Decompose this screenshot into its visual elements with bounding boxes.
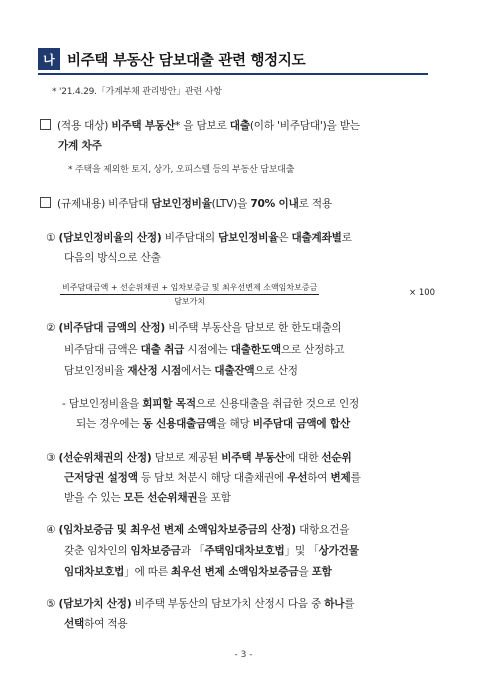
regulation-line: (규제내용) 비주담대 담보인정비율(LTV)을 70% 이내로 적용 bbox=[40, 194, 332, 214]
header-underline bbox=[38, 73, 428, 75]
item-4-line-2: 갖춘 임차인의 임차보증금과 「주택임대차보호법」및 「상가건물 bbox=[64, 545, 359, 557]
page-number: - 3 - bbox=[234, 650, 253, 660]
context-note: * '21.4.29.「가계부채 관리방안」관련 사항 bbox=[52, 87, 222, 97]
section-badge: 나 bbox=[38, 48, 60, 70]
item-5-line-2: 선택하여 적용 bbox=[64, 618, 128, 630]
item-5-line-1: ⑤ (담보가치 산정) 비주택 부동산의 담보가치 산정시 다음 중 하나를 bbox=[46, 598, 355, 610]
checkbox-icon bbox=[40, 119, 51, 130]
checkbox-icon bbox=[40, 197, 51, 208]
item-2-line-2: 비주담대 금액은 대출 취급 시점에는 대출한도액으로 산정하고 bbox=[64, 344, 345, 356]
item-1-line-2: 다음의 방식으로 산출 bbox=[64, 252, 161, 264]
section-title: 비주택 부동산 담보대출 관련 행정지도 bbox=[67, 52, 306, 69]
dash-line-2: 되는 경우에는 동 신용대출금액을 해당 비주담대 금액에 합산 bbox=[76, 418, 350, 430]
item-3-line-3: 받을 수 있는 모든 선순위채권을 포함 bbox=[64, 492, 231, 504]
formula-multiplier: × 100 bbox=[409, 288, 436, 298]
section-header bbox=[38, 48, 305, 70]
applicability-line-2: 가계 차주 bbox=[58, 140, 102, 152]
ltv-formula bbox=[60, 282, 319, 307]
item-3-line-2: 근저당권 설정액 등 담보 처분시 해당 대출채권에 우선하여 변제를 bbox=[64, 472, 361, 484]
item-3-line-1: ③ (선순위채권의 산정) 담보로 제공된 비주택 부동산에 대한 선순위 bbox=[46, 452, 352, 464]
item-2-line-1: ② (비주담대 금액의 산정) 비주택 부동산을 담보로 한 한도대출의 bbox=[46, 322, 342, 334]
item-4-line-3: 임대차보호법」에 따른 최우선 변제 소액임차보증금을 포함 bbox=[64, 566, 332, 578]
applicability-footnote: * 주택을 제외한 토지, 상가, 오피스텔 등의 부동산 담보대출 bbox=[68, 165, 295, 175]
formula-denominator: 담보가치 bbox=[174, 297, 206, 306]
formula-numerator: 비주담대금액 + 선순위채권 + 임차보증금 및 최우선변제 소액임차보증금 bbox=[60, 282, 319, 295]
item-1-line-1: ① (담보인정비율의 산정) 비주담대의 담보인정비율은 대출계좌별로 bbox=[46, 232, 352, 244]
dash-line-1: - 담보인정비율을 회피할 목적으로 신용대출을 취급한 것으로 인정 bbox=[62, 398, 360, 410]
item-4-line-1: ④ (임차보증금 및 최우선 변제 소액임차보증금의 산정) 대항요건을 bbox=[46, 524, 350, 536]
applicability-line: (적용 대상) 비주택 부동산* 을 담보로 대출(이하 '비주담대')을 받는 bbox=[40, 116, 360, 136]
item-2-line-3: 담보인정비율 재산정 시점에서는 대출잔액으로 산정 bbox=[64, 365, 298, 377]
